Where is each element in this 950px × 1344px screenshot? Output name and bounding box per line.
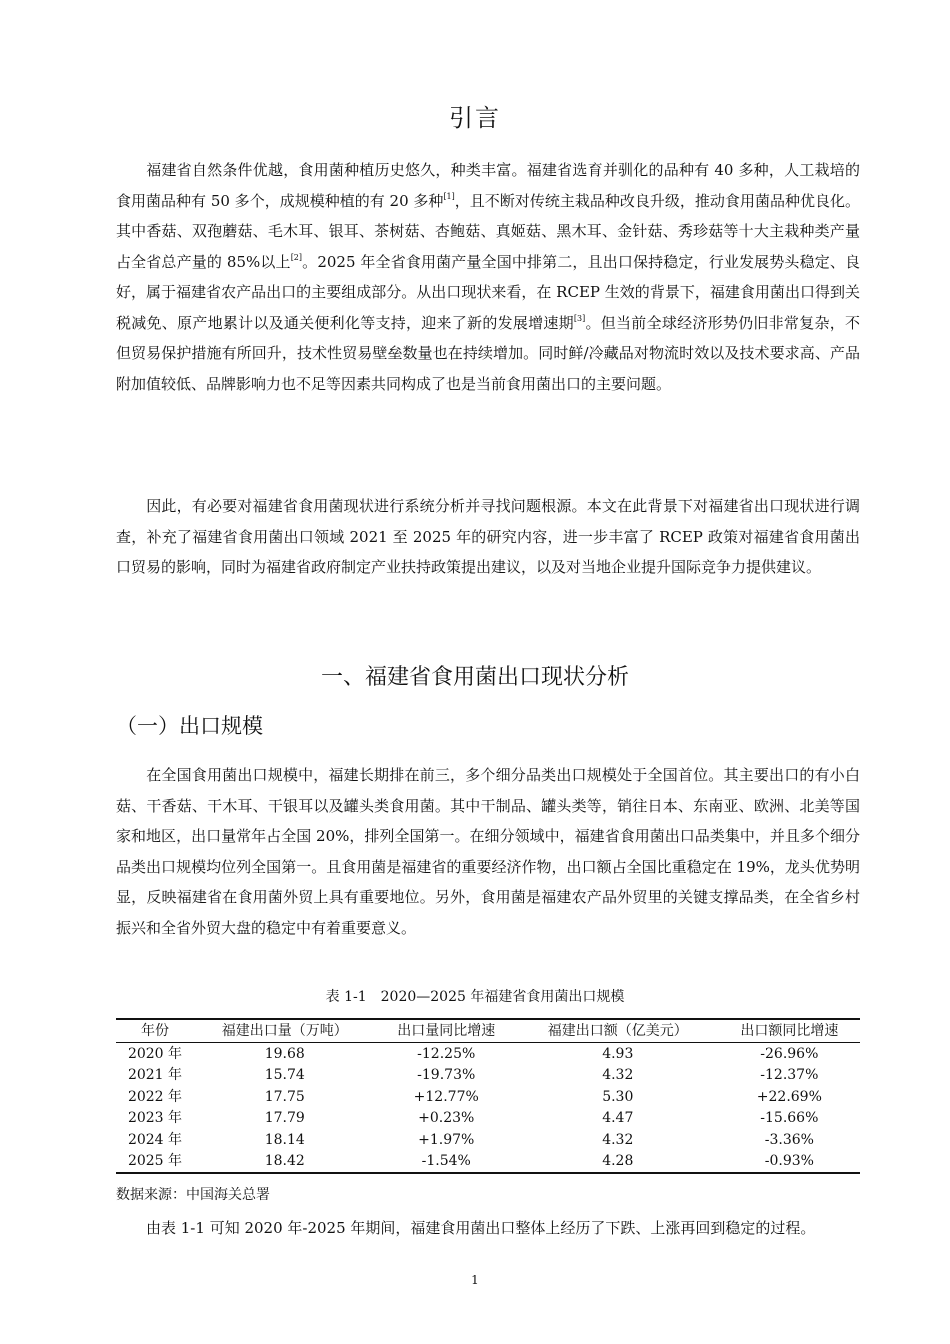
table-cell: 4.32 — [602, 1131, 634, 1148]
table-cell: -12.37% — [760, 1067, 819, 1084]
table-cell: 2020 年 — [127, 1045, 183, 1062]
table-row — [116, 1043, 860, 1065]
table-row — [116, 1151, 860, 1174]
table-caption: 表 1-1 2020—2025 年福建省食用菌出口规模 — [325, 989, 625, 1005]
table-header-cell: 福建出口量（万吨） — [221, 1023, 348, 1039]
table-cell: 4.28 — [602, 1153, 634, 1170]
body-paragraph-table-summary — [116, 1213, 860, 1244]
table-cell: +12.77% — [413, 1088, 479, 1105]
table-cell: 4.93 — [602, 1045, 634, 1062]
citation-ref-2[interactable]: [2] — [290, 252, 303, 262]
table-cell: 4.32 — [602, 1067, 634, 1084]
table-row — [116, 1086, 860, 1108]
export-scale-table — [116, 1018, 860, 1174]
table-cell: -1.54% — [421, 1153, 471, 1170]
table-cell: -3.36% — [764, 1131, 814, 1148]
table-cell: -12.25% — [417, 1045, 476, 1062]
intro-text-part-1: 福建省自然条件优越，食用菌种植历史悠久，种类丰富。福建省选育并驯化的品种有 40 多种，人工栽培的食用菌品种有 50 多个，成规模种植的有 20 多种 — [116, 161, 860, 210]
table-cell: 17.79 — [264, 1110, 305, 1127]
table-cell: -15.66% — [760, 1110, 819, 1127]
table-source-note: 数据来源：中国海关总署 — [116, 1187, 270, 1203]
table-cell: -0.93% — [764, 1153, 814, 1170]
table-cell: 18.42 — [264, 1153, 305, 1170]
table-cell: -26.96% — [760, 1045, 819, 1062]
table-cell: -19.73% — [417, 1067, 476, 1084]
table-row — [116, 1065, 860, 1087]
citation-ref-3[interactable]: [3] — [573, 313, 586, 323]
table-cell: 18.14 — [264, 1131, 305, 1148]
table-cell: 15.74 — [264, 1067, 305, 1084]
table-header-row — [116, 1019, 860, 1043]
body-paragraph-table-summary-text: 由表 1-1 可知 2020 年-2025 年期间，福建食用菌出口整体上经历了下跌、上涨再回到稳定的过程。 — [146, 1219, 816, 1237]
intro-paragraph-2-text: 因此，有必要对福建省食用菌现状进行系统分析并寻找问题根源。本文在此背景下对福建省出口现状进行调查，补充了福建省食用菌出口领域 2021 至 2025 年的研究内容，进一步丰富了 RCEP 政策对福建省食用菌出口贸易的影响，同时为福建省政府制定产业扶持政策提出建议，以及对当地企业提升国际竞争力提供建议。 — [116, 497, 860, 576]
table-row — [116, 1129, 860, 1151]
table-cell: +0.23% — [418, 1110, 475, 1127]
page-number: 1 — [471, 1273, 479, 1287]
table-header-cell: 福建出口额（亿美元） — [547, 1023, 688, 1039]
table-cell: +22.69% — [756, 1088, 822, 1105]
table-row — [116, 1108, 860, 1130]
citation-ref-1[interactable]: [1] — [443, 191, 455, 201]
table-header-cell: 出口量同比增速 — [397, 1023, 496, 1039]
intro-text-part-4: 。但当前全球经济形势仍旧非常复杂，不但贸易保护措施有所回升，技术性贸易壁垒数量也在持续增加。同时鲜/冷藏品对物流时效以及技术要求高、产品附加值较低、品牌影响力也不足等因素共同构成了也是当前食用菌出口的主要问题。 — [116, 313, 860, 393]
table-header-cell: 出口额同比增速 — [740, 1023, 839, 1039]
table-cell: 2021 年 — [127, 1067, 183, 1084]
section-heading: 一、福建省食用菌出口现状分析 — [320, 665, 629, 690]
body-paragraph-export-scale-text: 在全国食用菌出口规模中，福建长期排在前三，多个细分品类出口规模处于全国首位。其主要出口的有小白菇、干香菇、干木耳、干银耳以及罐头类食用菌。其中干制品、罐头类等，销往日本、东南亚、欧洲、北美等国家和地区，出口量常年占全国 20%，排列全国第一。在细分领域中，福建省食用菌出口品类集中，并且多个细分品类出口规模均位列全国第一。且食用菌是福建省的重要经济作物，出口额占全国比重稳定在 19%，龙头优势明显，反映福建省在食用菌外贸上具有重要地位。另外，食用菌是福建农产品外贸里的关键支撑品类，在全省乡村振兴和全省外贸大盘的稳定中有着重要意义。 — [116, 766, 860, 937]
table-header-cell: 年份 — [140, 1023, 169, 1039]
table-cell: 5.30 — [602, 1088, 634, 1105]
intro-text-part-2: ，且不断对传统主栽品种改良升级，推动食用菌品种优良化。其中香菇、双孢蘑菇、毛木耳、银耳、茶树菇、杏鲍菇、真姬菇、黑木耳、金针菇、秀珍菇等十大主栽种类产量占全省总产量的 85%以上 — [116, 191, 860, 271]
table-cell: 2024 年 — [127, 1131, 183, 1148]
table-cell: 17.75 — [264, 1088, 305, 1105]
subsection-heading: （一）出口规模 — [116, 714, 263, 738]
table-cell: 2023 年 — [127, 1110, 183, 1127]
table-cell: 2025 年 — [127, 1153, 183, 1170]
intro-paragraph-2 — [116, 491, 860, 583]
table-cell: 2022 年 — [127, 1088, 183, 1105]
table-cell: +1.97% — [418, 1131, 475, 1148]
intro-paragraph-1 — [116, 155, 860, 399]
table-cell: 4.47 — [602, 1110, 634, 1127]
table-cell: 19.68 — [264, 1045, 305, 1062]
page-title: 引言 — [449, 104, 501, 132]
intro-text-part-3: 。2025 年全省食用菌产量全国中排第二，且出口保持稳定，行业发展势头稳定、良好，属于福建省农产品出口的主要组成部分。从出口现状来看，在 RCEP 生效的背景下，福建食用菌出口得到关税减免、原产地累计以及通关便利化等支持，迎来了新的发展增速期 — [116, 252, 860, 332]
body-paragraph-export-scale — [116, 760, 860, 943]
